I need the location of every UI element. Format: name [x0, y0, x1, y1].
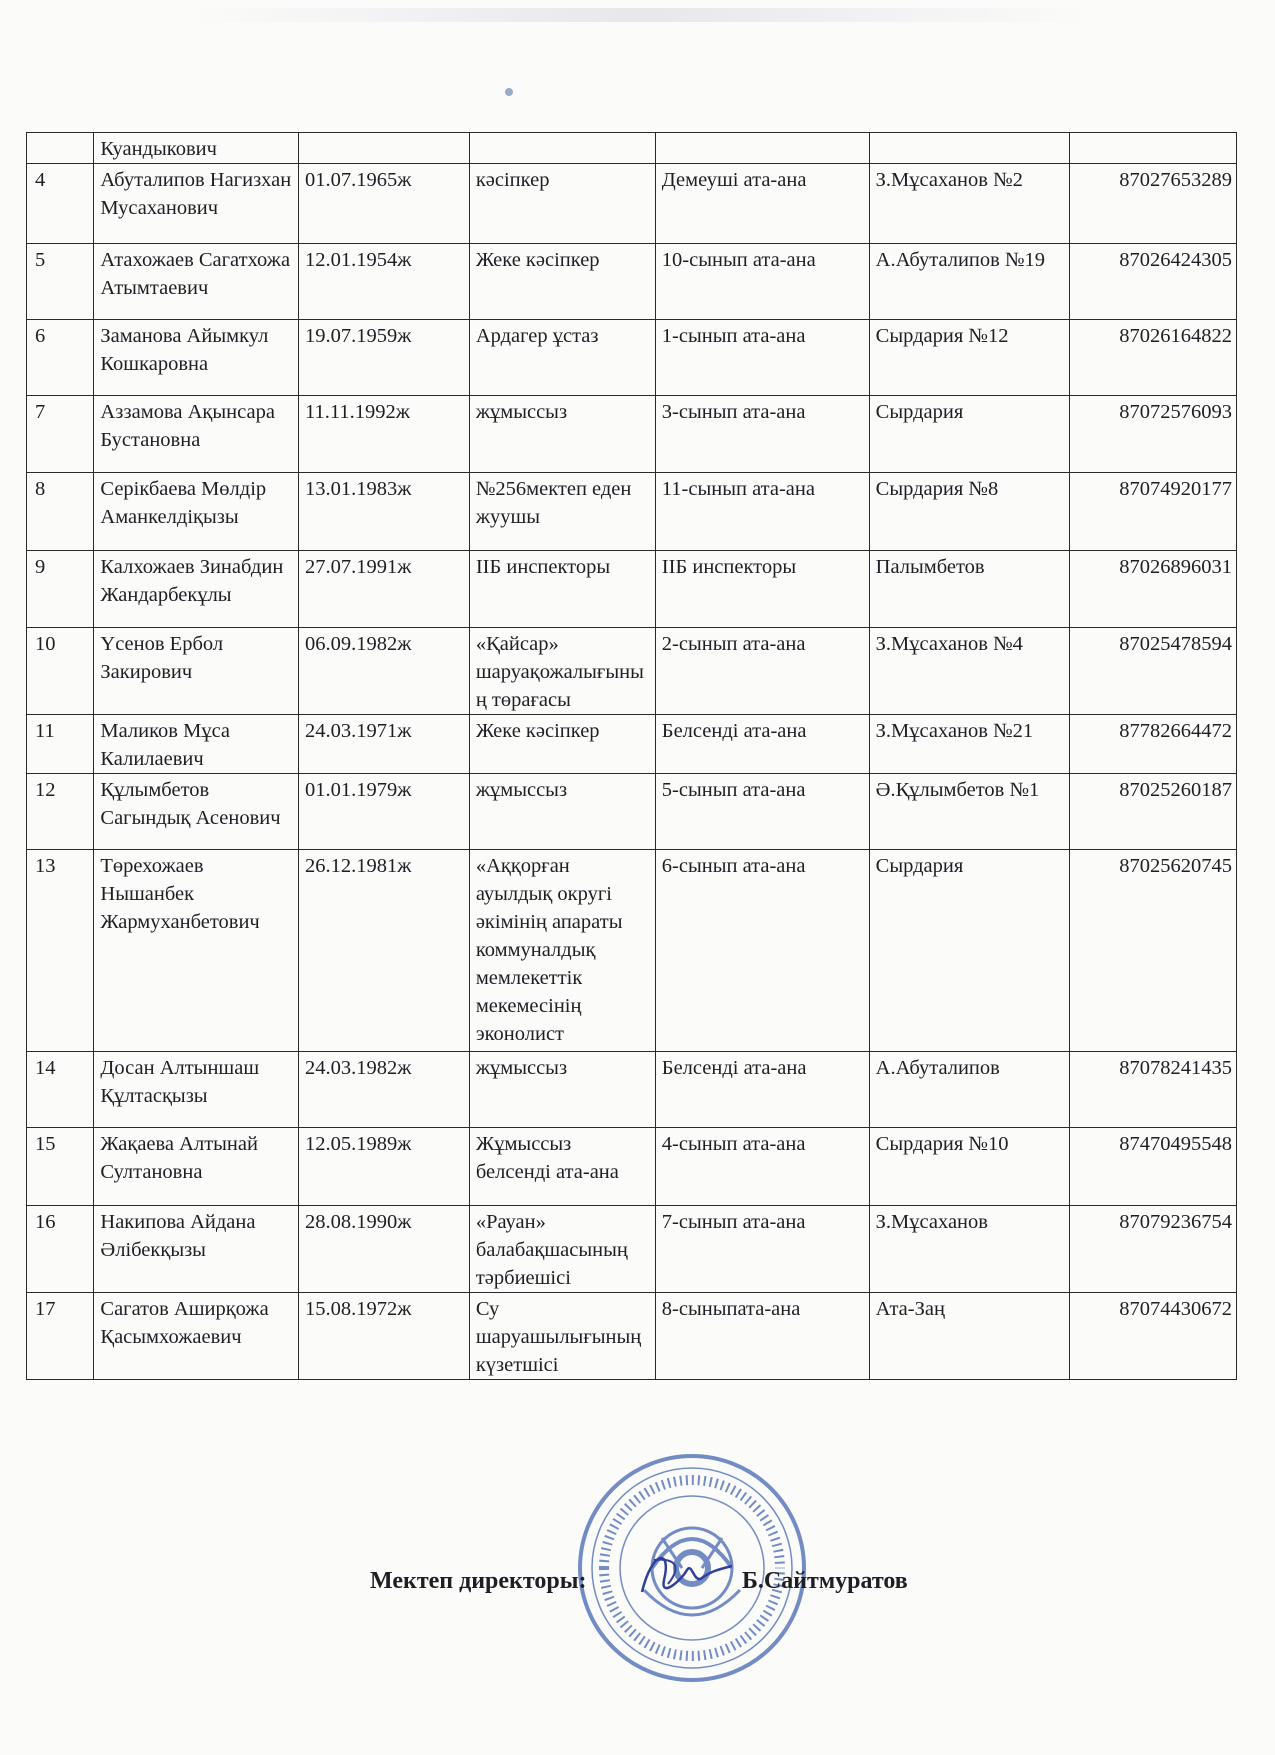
occupation-cell: «Қайсар» шаруақожалығының төрағасы — [469, 628, 655, 715]
phone-cell: 87025478594 — [1069, 628, 1236, 715]
name-cell: Аззамова Ақынсара Бустановна — [94, 396, 299, 473]
occupation-cell: жұмыссыз — [469, 774, 655, 850]
phone-cell: 87027653289 — [1069, 164, 1236, 244]
table-row — [27, 473, 1237, 551]
number-cell: 4 — [27, 164, 94, 244]
name-cell: Құлымбетов Сагындық Асенович — [94, 774, 299, 850]
birthdate-cell: 26.12.1981ж — [298, 850, 469, 1052]
address-cell: А.Абуталипов №19 — [869, 244, 1069, 320]
role-cell: Белсенді ата-ана — [655, 715, 869, 774]
table-row — [27, 628, 1237, 715]
table-row — [27, 1206, 1237, 1293]
occupation-cell: Су шаруашылығының күзетшісі — [469, 1293, 655, 1380]
table-row — [27, 715, 1237, 774]
birthdate-cell: 28.08.1990ж — [298, 1206, 469, 1293]
name-cell: Куандыкович — [94, 133, 299, 164]
table-row — [27, 850, 1237, 1052]
occupation-cell: ІІБ инспекторы — [469, 551, 655, 628]
address-cell: Сырдария — [869, 850, 1069, 1052]
name-cell: Абуталипов Нагизхан Мусаханович — [94, 164, 299, 244]
role-cell: Демеуші ата-ана — [655, 164, 869, 244]
name-cell: Серікбаева Мөлдір Аманкелдіқызы — [94, 473, 299, 551]
birthdate-cell: 12.01.1954ж — [298, 244, 469, 320]
name-cell: Жақаева Алтынай Султановна — [94, 1128, 299, 1206]
name-cell: Досан Алтыншаш Құлтасқызы — [94, 1052, 299, 1128]
name-cell: Атахожаев Сагатхожа Атымтаевич — [94, 244, 299, 320]
occupation-cell: №256мектеп еден жуушы — [469, 473, 655, 551]
number-cell: 7 — [27, 396, 94, 473]
occupation-cell: Ардагер ұстаз — [469, 320, 655, 396]
scan-speck — [505, 88, 513, 96]
number-cell: 6 — [27, 320, 94, 396]
table-row — [27, 164, 1237, 244]
name-cell: Маликов Мұса Калилаевич — [94, 715, 299, 774]
number-cell: 13 — [27, 850, 94, 1052]
birthdate-cell: 01.07.1965ж — [298, 164, 469, 244]
number-cell: 9 — [27, 551, 94, 628]
phone-cell: 87025260187 — [1069, 774, 1236, 850]
birthdate-cell: 15.08.1972ж — [298, 1293, 469, 1380]
address-cell: Сырдария №10 — [869, 1128, 1069, 1206]
table-row — [27, 320, 1237, 396]
occupation-cell: Жұмыссыз белсенді ата-ана — [469, 1128, 655, 1206]
scan-artifact — [190, 8, 1090, 22]
address-cell: З.Мұсаханов — [869, 1206, 1069, 1293]
occupation-cell: жұмыссыз — [469, 396, 655, 473]
phone-cell: 87026164822 — [1069, 320, 1236, 396]
address-cell: А.Абуталипов — [869, 1052, 1069, 1128]
address-cell: Ата-Заң — [869, 1293, 1069, 1380]
phone-cell: 87470495548 — [1069, 1128, 1236, 1206]
name-cell: Төрехожаев Нышанбек Жармуханбетович — [94, 850, 299, 1052]
role-cell: 4-сынып ата-ана — [655, 1128, 869, 1206]
number-cell: 11 — [27, 715, 94, 774]
role-cell: ІІБ инспекторы — [655, 551, 869, 628]
name-cell: Накипова Айдана Әлібекқызы — [94, 1206, 299, 1293]
role-cell: 2-сынып ата-ана — [655, 628, 869, 715]
table-row — [27, 551, 1237, 628]
address-cell: З.Мұсаханов №4 — [869, 628, 1069, 715]
phone-cell: 87079236754 — [1069, 1206, 1236, 1293]
number-cell: 8 — [27, 473, 94, 551]
number-cell: 16 — [27, 1206, 94, 1293]
address-cell: З.Мұсаханов №21 — [869, 715, 1069, 774]
birthdate-cell: 19.07.1959ж — [298, 320, 469, 396]
phone-cell: 87026424305 — [1069, 244, 1236, 320]
number-cell: 14 — [27, 1052, 94, 1128]
role-cell: 6-сынып ата-ана — [655, 850, 869, 1052]
role-cell: 7-сынып ата-ана — [655, 1206, 869, 1293]
phone-cell: 87782664472 — [1069, 715, 1236, 774]
table-body — [27, 133, 1237, 1380]
role-cell: 8-сыныпата-ана — [655, 1293, 869, 1380]
name-cell: Калхожаев Зинабдин Жандарбекұлы — [94, 551, 299, 628]
signature-mark — [632, 1540, 742, 1610]
phone-cell: 87072576093 — [1069, 396, 1236, 473]
phone-cell: 87074920177 — [1069, 473, 1236, 551]
address-cell: Сырдария №8 — [869, 473, 1069, 551]
name-cell: Заманова Айымкул Кошкаровна — [94, 320, 299, 396]
occupation-cell: Жеке кәсіпкер — [469, 244, 655, 320]
birthdate-cell: 11.11.1992ж — [298, 396, 469, 473]
role-cell: 10-сынып ата-ана — [655, 244, 869, 320]
role-cell: Белсенді ата-ана — [655, 1052, 869, 1128]
name-cell: Үсенов Ербол Закирович — [94, 628, 299, 715]
table-row — [27, 1052, 1237, 1128]
role-cell: 5-сынып ата-ана — [655, 774, 869, 850]
address-cell: Сырдария — [869, 396, 1069, 473]
birthdate-cell: 06.09.1982ж — [298, 628, 469, 715]
occupation-cell: «Аққорған ауылдық округі әкімінің апараты коммуналдық мемлекеттік мекемесінің эконолист — [469, 850, 655, 1052]
table-row — [27, 244, 1237, 320]
name-cell: Сагатов Аширқожа Қасымхожаевич — [94, 1293, 299, 1380]
number-cell: 5 — [27, 244, 94, 320]
table-row — [27, 1293, 1237, 1380]
phone-cell: 87074430672 — [1069, 1293, 1236, 1380]
phone-cell: 87026896031 — [1069, 551, 1236, 628]
birthdate-cell: 24.03.1982ж — [298, 1052, 469, 1128]
director-name: Б.Сайтмуратов — [742, 1568, 908, 1594]
address-cell: Ә.Құлымбетов №1 — [869, 774, 1069, 850]
number-cell: 15 — [27, 1128, 94, 1206]
number-cell: 17 — [27, 1293, 94, 1380]
role-cell: 11-сынып ата-ана — [655, 473, 869, 551]
birthdate-cell: 24.03.1971ж — [298, 715, 469, 774]
birthdate-cell: 12.05.1989ж — [298, 1128, 469, 1206]
address-cell: Сырдария №12 — [869, 320, 1069, 396]
occupation-cell: кәсіпкер — [469, 164, 655, 244]
role-cell: 1-сынып ата-ана — [655, 320, 869, 396]
director-label: Мектеп директоры: — [370, 1568, 587, 1594]
table-row — [27, 396, 1237, 473]
phone-cell: 87025620745 — [1069, 850, 1236, 1052]
number-cell: 10 — [27, 628, 94, 715]
occupation-cell: Жеке кәсіпкер — [469, 715, 655, 774]
role-cell: 3-сынып ата-ана — [655, 396, 869, 473]
birthdate-cell: 13.01.1983ж — [298, 473, 469, 551]
occupation-cell: жұмыссыз — [469, 1052, 655, 1128]
table-row — [27, 133, 1237, 164]
number-cell: 12 — [27, 774, 94, 850]
birthdate-cell: 01.01.1979ж — [298, 774, 469, 850]
table-row — [27, 1128, 1237, 1206]
occupation-cell: «Рауан» балабақшасының тәрбиешісі — [469, 1206, 655, 1293]
address-cell: З.Мұсаханов №2 — [869, 164, 1069, 244]
phone-cell: 87078241435 — [1069, 1052, 1236, 1128]
address-cell: Палымбетов — [869, 551, 1069, 628]
birthdate-cell: 27.07.1991ж — [298, 551, 469, 628]
table-row — [27, 774, 1237, 850]
parents-table — [26, 132, 1237, 1380]
